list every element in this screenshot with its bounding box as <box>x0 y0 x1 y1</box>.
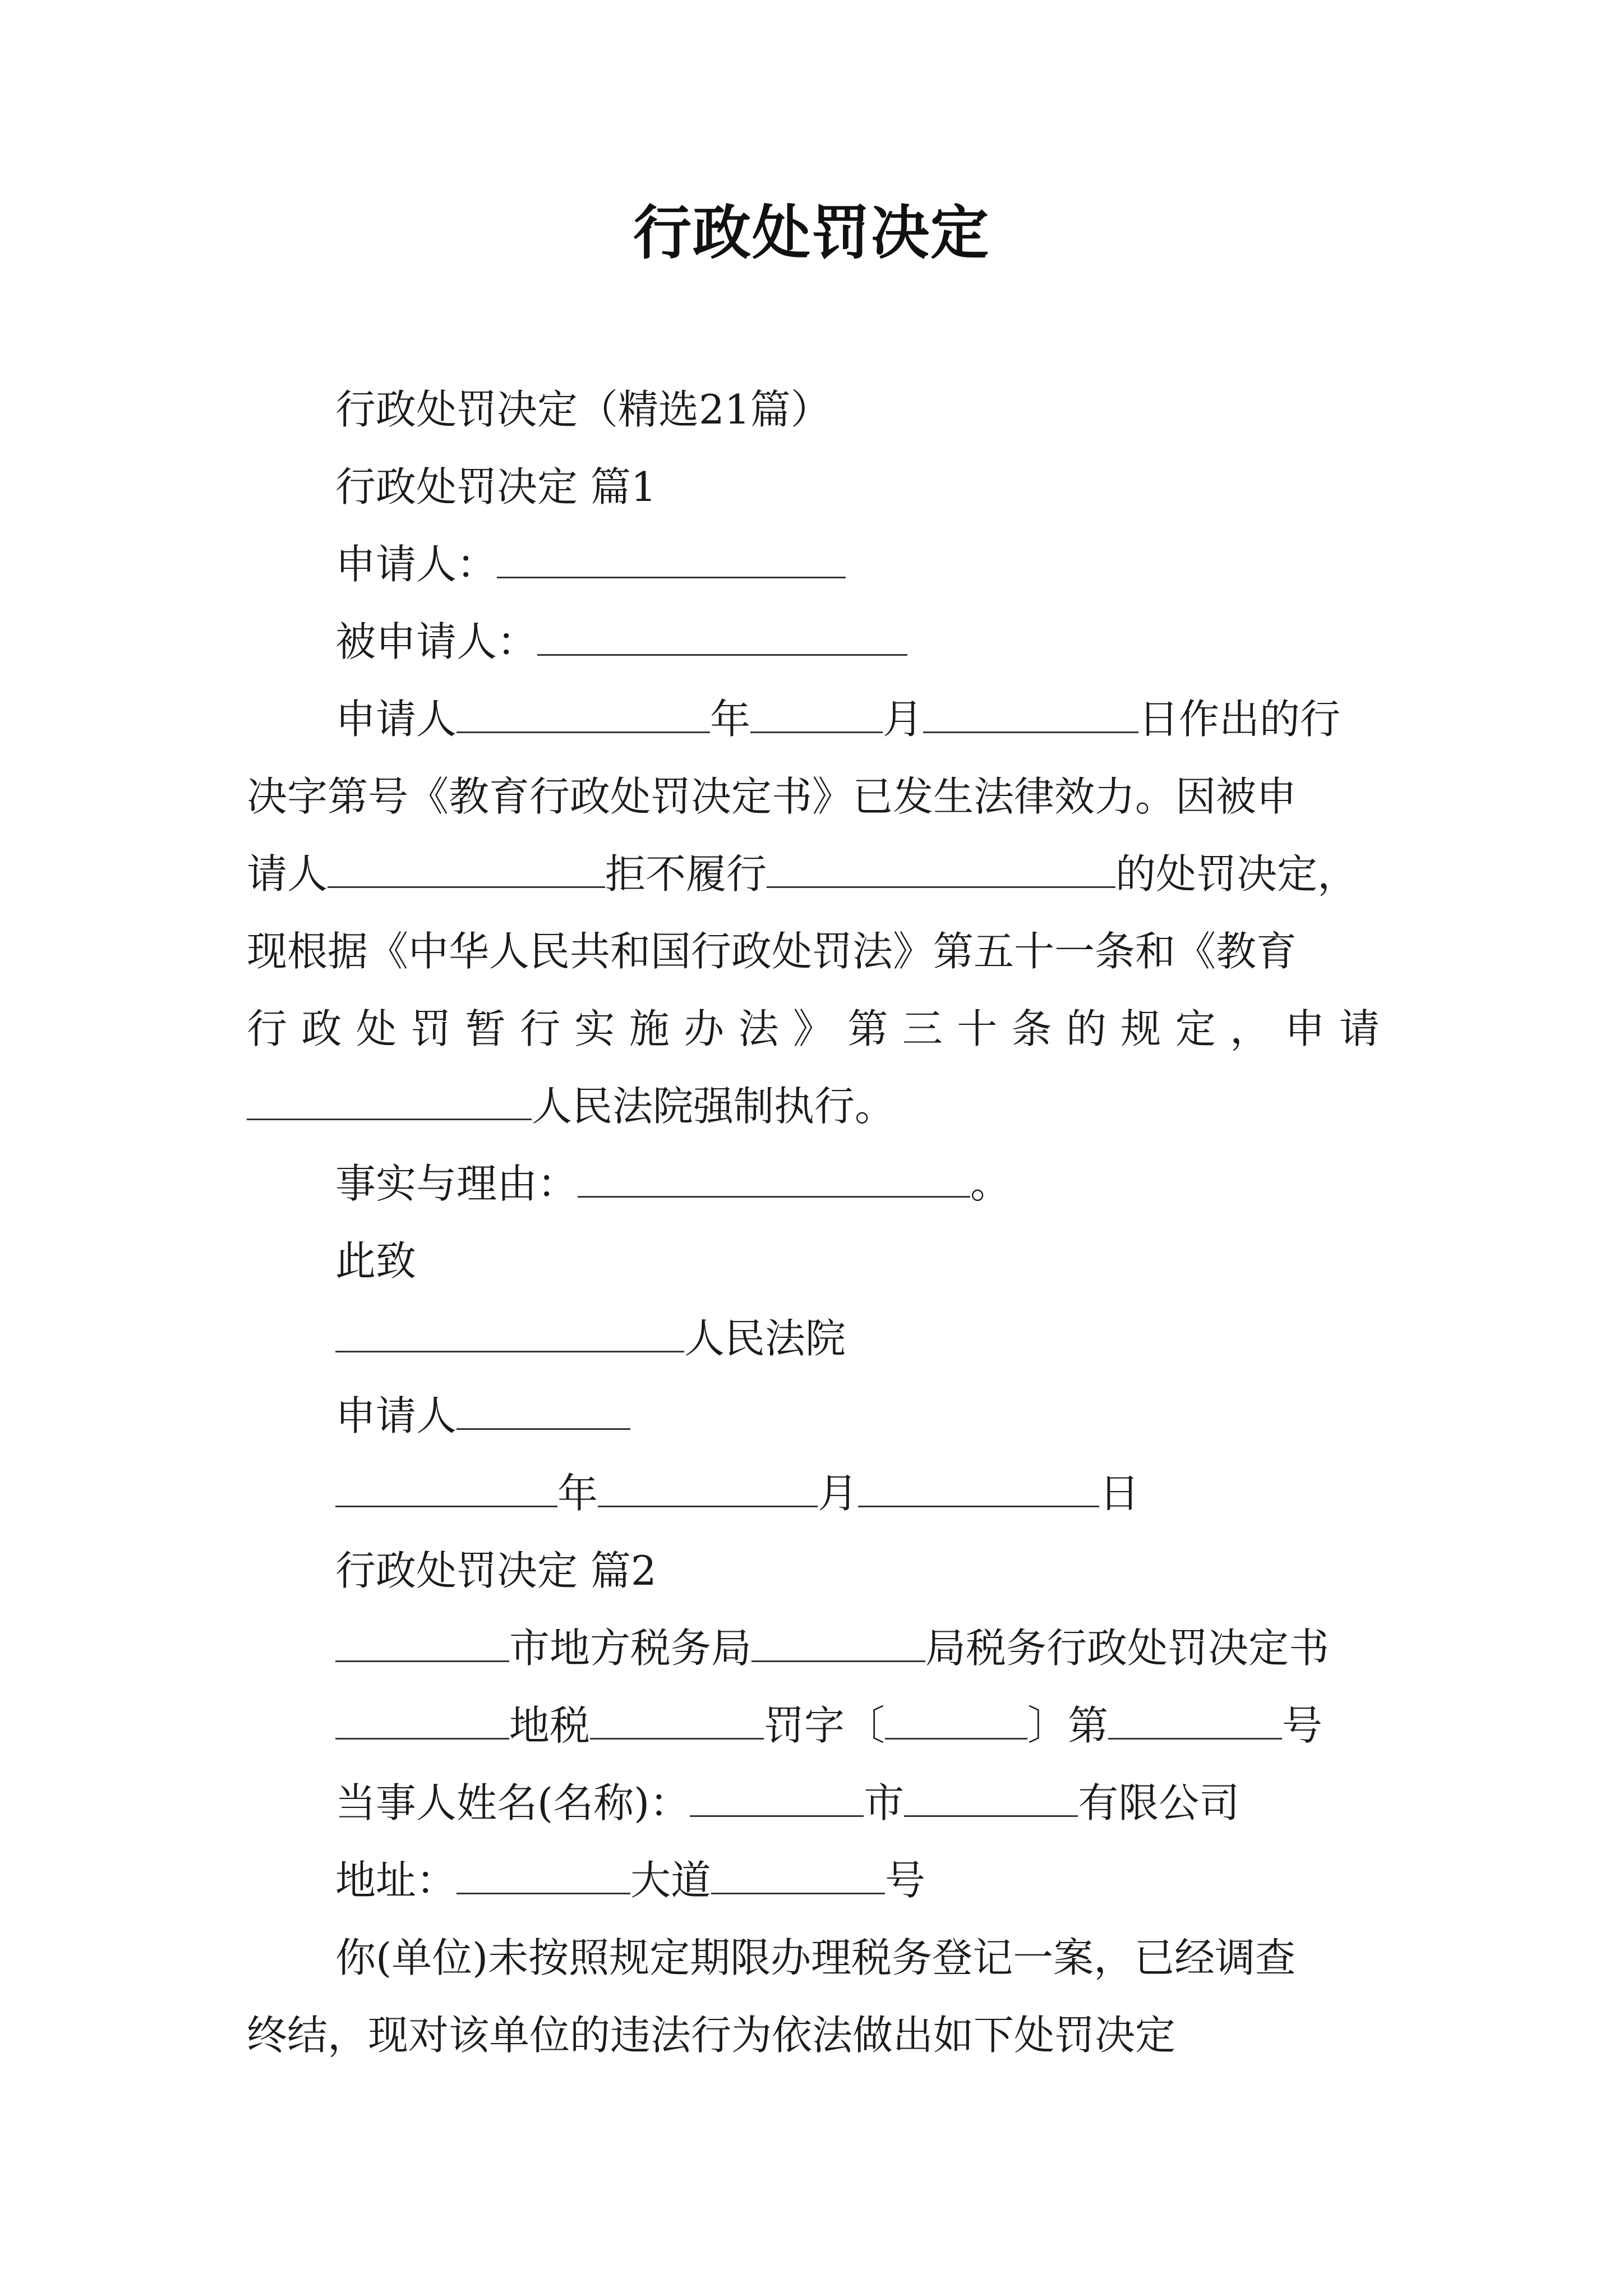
fill-blank <box>335 1699 509 1740</box>
fill-blank <box>1108 1699 1282 1740</box>
paragraph2-line2: 终结，现对该单位的违法行为依法做出如下处罚决定 <box>247 2012 1176 2059</box>
facts-label: 事实与理由： <box>335 1160 578 1207</box>
signature-label: 申请人 <box>335 1392 457 1439</box>
court-line <box>335 1310 846 1366</box>
fill-blank <box>767 847 1115 888</box>
fill-blank <box>690 1776 864 1817</box>
fill-blank <box>904 1776 1078 1817</box>
text-span: 〕第 <box>1027 1702 1109 1749</box>
text-span: 有限公司 <box>1078 1779 1240 1826</box>
text-span: 年 <box>710 696 751 743</box>
fill-blank <box>885 1699 1027 1740</box>
address-label: 地址： <box>335 1857 457 1904</box>
fill-blank <box>923 692 1138 733</box>
signature-line <box>335 1388 630 1444</box>
fill-blank <box>335 1621 509 1662</box>
text-span: 大道 <box>630 1857 712 1904</box>
respondent-label: 被申请人： <box>335 618 538 665</box>
court-blank <box>247 1079 532 1120</box>
month-blank <box>598 1466 818 1507</box>
fill-blank <box>751 1621 925 1662</box>
text-span: 地税 <box>509 1702 591 1749</box>
fill-blank <box>590 1699 764 1740</box>
section2-heading: 行政处罚决定 篇2 <box>335 1547 657 1594</box>
text-span: 月 <box>883 696 924 743</box>
respondent-blank <box>537 615 907 656</box>
document-title: 行政处罚决定 <box>633 198 990 267</box>
applicant-label: 申请人： <box>335 541 497 588</box>
text-span: 日 <box>1099 1470 1140 1517</box>
text-span: 人民法院强制执行。 <box>532 1083 896 1130</box>
text-span: 。 <box>970 1160 1011 1207</box>
salutation: 此致 <box>335 1237 417 1285</box>
text-span: 市 <box>864 1779 905 1826</box>
text-span: 的处罚决定， <box>1115 850 1358 898</box>
day-blank <box>858 1466 1099 1507</box>
party-label: 当事人姓名(名称)： <box>335 1779 690 1826</box>
intro-line: 行政处罚决定（精选21篇） <box>335 386 831 433</box>
fill-blank <box>457 1853 630 1894</box>
court-name-blank <box>335 1312 684 1352</box>
applicant-blank <box>497 537 846 578</box>
year-blank <box>335 1466 557 1507</box>
text-span: 罚字〔 <box>764 1702 886 1749</box>
signature-blank <box>457 1389 630 1430</box>
text-span: 号 <box>1282 1702 1323 1749</box>
paragraph1-line2: 决字第号《教育行政处罚决定书》已发生法律效力。因被申 <box>247 773 1297 820</box>
paragraph1-line1 <box>335 691 1340 747</box>
text-span: 日作出的行 <box>1138 696 1341 743</box>
facts-blank <box>578 1157 970 1198</box>
text-span: 局税务行政处罚决定书 <box>925 1625 1330 1672</box>
text-span: 拒不履行 <box>605 850 767 898</box>
fill-blank <box>328 847 605 888</box>
text-span: 年 <box>557 1470 598 1517</box>
text-span: 市地方税务局 <box>509 1625 752 1672</box>
paragraph1-line3 <box>247 846 1358 902</box>
court-label: 人民法院 <box>684 1315 846 1362</box>
date-line <box>335 1465 1140 1521</box>
fill-blank <box>750 692 883 733</box>
respondent-line <box>335 614 907 670</box>
party-line <box>335 1775 1239 1831</box>
paragraph2-line1: 你(单位)未按照规定期限办理税务登记一案，已经调查 <box>335 1934 1296 1981</box>
tax-bureau-line <box>335 1620 1329 1676</box>
doc-number-line <box>335 1697 1322 1754</box>
text-span: 请人 <box>247 850 328 898</box>
paragraph1-line6 <box>247 1078 895 1134</box>
fill-blank <box>457 692 710 733</box>
applicant-line <box>335 536 846 592</box>
paragraph1-line4: 现根据《中华人民共和国行政处罚法》第五十一条和《教育 <box>247 928 1297 975</box>
text-span: 申请人 <box>335 696 457 743</box>
address-line <box>335 1852 925 1908</box>
paragraph1-line5: 行政处罚暂行实施办法》第三十条的规定，申请 <box>247 1005 1380 1052</box>
fill-blank <box>711 1853 885 1894</box>
section1-heading: 行政处罚决定 篇1 <box>335 463 657 510</box>
facts-line <box>335 1156 1011 1212</box>
text-span: 月 <box>818 1470 859 1517</box>
text-span: 号 <box>885 1857 926 1904</box>
